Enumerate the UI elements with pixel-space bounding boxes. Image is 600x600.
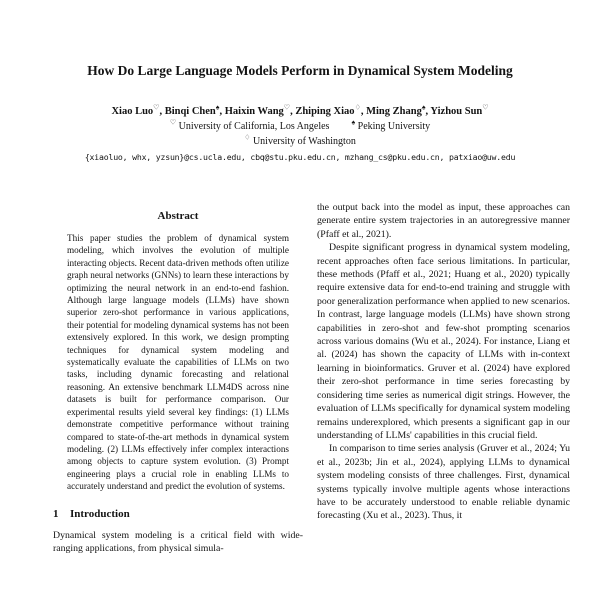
author — [366, 103, 430, 117]
author-affiliation-mark: ♡ — [283, 103, 291, 112]
author — [111, 103, 164, 117]
section-number: 1 — [53, 507, 59, 520]
section-title: Introduction — [70, 507, 130, 520]
author-affiliation-mark: ♠ — [421, 103, 426, 112]
author-name: Zhiping Xiao — [295, 106, 355, 117]
body-paragraph: the output back into the model as input, these approaches can generate entire system trajectories in an autoregressive manner (Pfaff et al., 2021). — [317, 202, 570, 240]
affiliation-mark: ♡ — [169, 118, 177, 127]
author-affiliation-mark: ♡ — [153, 103, 160, 112]
affiliation-line-1 — [0, 120, 600, 133]
introduction-paragraph: Dynamical system modeling is a critical field with wide-ranging applications, from physical simula- — [53, 529, 303, 554]
affiliation-line-2 — [0, 135, 600, 148]
author-name: Ming Zhang — [366, 106, 422, 117]
abstract-section — [67, 209, 289, 493]
author-name: Xiao Luo — [111, 106, 154, 117]
affiliation — [351, 120, 430, 133]
column-left — [53, 201, 303, 555]
introduction-heading — [53, 507, 303, 521]
author-name: Binqi Chen — [164, 106, 216, 117]
affiliation-name: Peking University — [357, 121, 431, 132]
paper-title: How Do Large Language Models Perform in Dynamical System Modeling — [87, 63, 513, 78]
affiliation — [244, 135, 356, 148]
author — [295, 103, 366, 117]
author-name: Yizhou Sun — [430, 106, 483, 117]
author — [224, 103, 296, 117]
author-affiliation-mark: ♡ — [482, 103, 489, 112]
affiliation-mark: ♠ — [351, 118, 356, 127]
body-paragraph: Despite significant progress in dynamical system modeling, recent approaches often face serious limitations. In particular, these methods (Pfaff et al., 2021; Huang et al., 2020) typically require extensive data for end-to-end training and struggle with poor generalization performance when applied to new scenarios. In contrast, large language models (LLMs) have shown strong capabilities in zero-shot and few-shot prompting scenarios across various domains (Wu et al., 2024). For instance, Liang et al. (2024) has shown the capacity of LLMs with in-context learning in bioinformatics. Gruver et al. (2024) have explored their zero-shot performance in time series forecasting by considering time series as numerical digit strings. However, the evaluation of LLMs specifically for dynamical system modeling remains underexplored, which presents a significant gap in our understanding of LLMs' capabilities in this crucial field. — [317, 242, 570, 441]
email-line: {xiaoluo, whx, yzsun}@cs.ucla.edu, cbq@stu.pku.edu.cn, mzhang_cs@pku.edu.cn, patxiao@uw.edu — [84, 152, 516, 162]
author — [164, 103, 225, 117]
affiliation — [170, 120, 330, 133]
author — [430, 103, 489, 117]
author-name: Haixin Wang — [224, 106, 284, 117]
affiliation-mark: ♢ — [244, 133, 251, 142]
column-right — [317, 201, 570, 523]
body-paragraph: In comparison to time series analysis (Gruver et al., 2024; Yu et al., 2023b; Jin et al., 2024), applying LLMs to dynamical system modeling consists of three challenges. First, dynamical systems typically involve multiple agents whose interactions have to be accurately understood to enable reliable dynamic forecasting (Xu et al., 2023). Thus, it — [317, 443, 570, 522]
two-column-body — [0, 201, 600, 555]
affiliation-name: University of California, Los Angeles — [178, 121, 330, 132]
abstract-heading: Abstract — [157, 210, 199, 222]
abstract-text: This paper studies the problem of dynamical system modeling, which involves the evolution of multiple interacting objects. Recent data-driven methods often utilize graph neural networks (GNNs) to learn these interactions by optimizing the neural network in an end-to-end fashion. Although large language models (LLMs) have shown superior zero-shot performance in various applications, their potential for modeling dynamical systems has not been extensively explored. In this work, we design prompting techniques for dynamical system modeling and systematically evaluate the capabilities of LLMs on two tasks, including dynamic forecasting and relational reasoning. An extensive benchmark LLM4DS across nine datasets is built for performance comparison. Our experimental results yield several key findings: (1) LLMs demonstrate competitive performance without training compared to state-of-the-art methods in dynamical system modeling. (2) LLMs effectively infer complex interactions among objects to capture system evolution. (3) Prompt engineering plays a crucial role in enabling LLMs to accurately understand and predict the evolution of systems. — [67, 233, 289, 492]
author-line — [0, 105, 600, 118]
author-affiliation-mark: ♠ — [215, 103, 220, 112]
affiliation-name: University of Washington — [252, 136, 356, 147]
author-affiliation-mark: ♢ — [354, 103, 361, 112]
